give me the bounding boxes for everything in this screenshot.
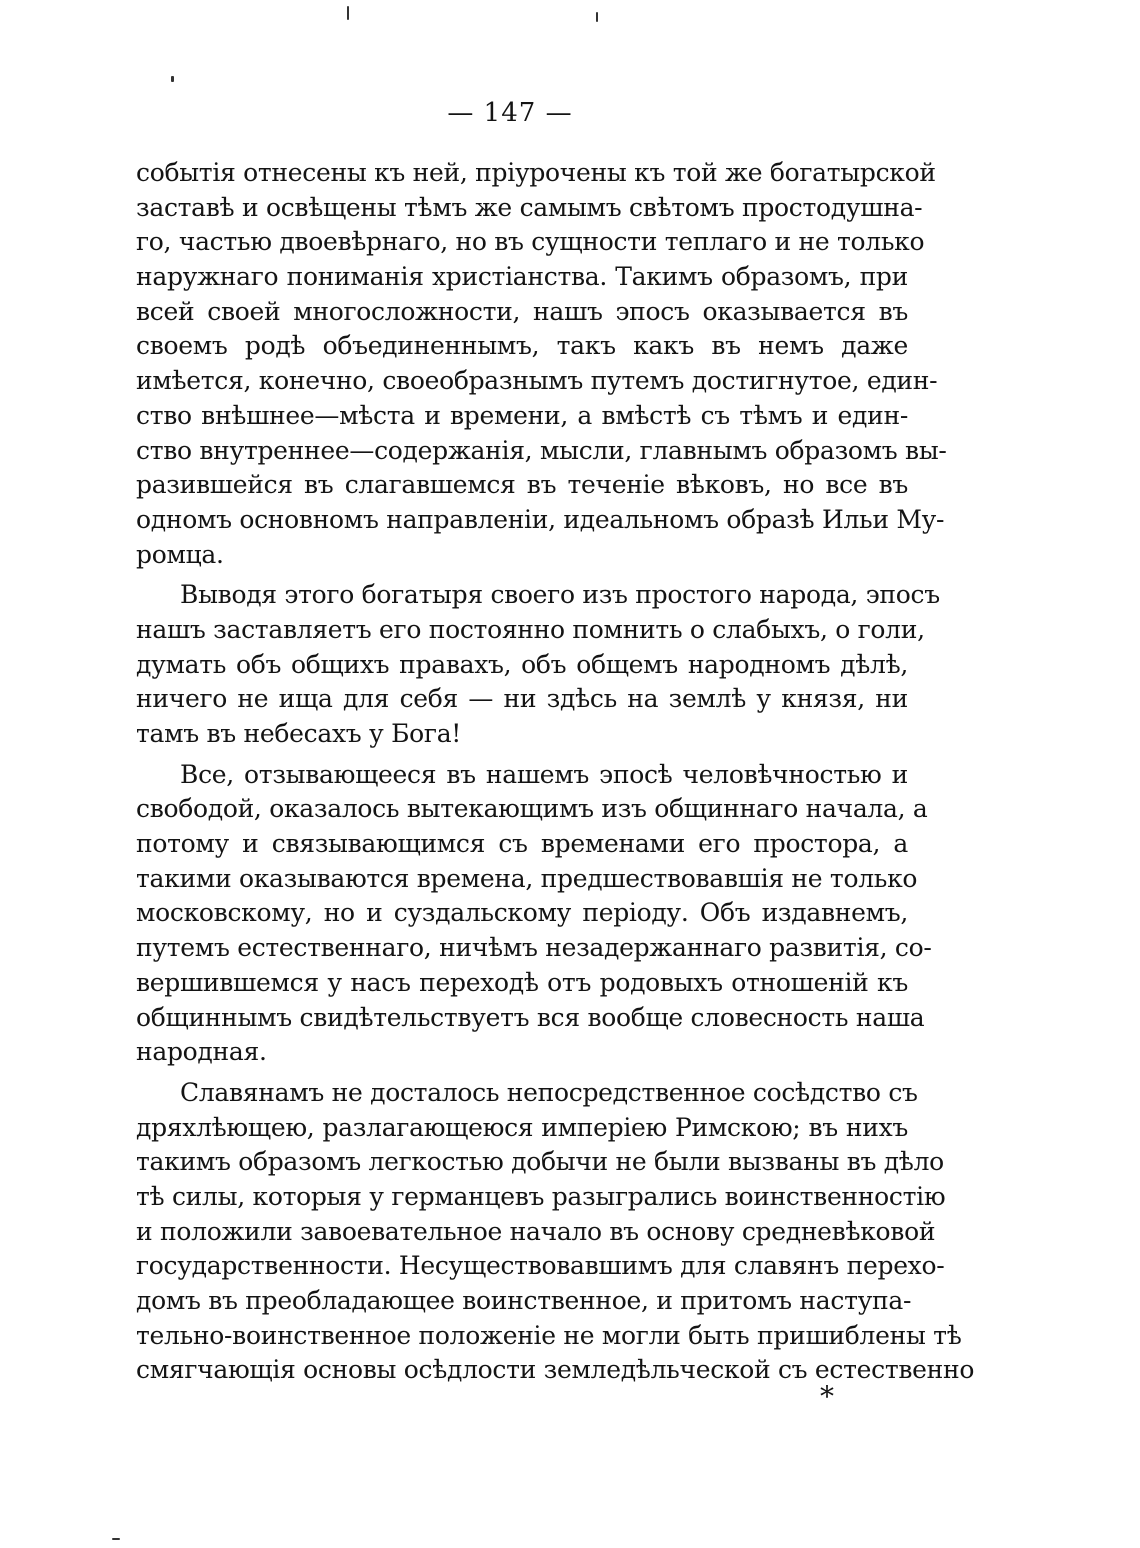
text-line: имѣется, конечно, своеобразнымъ путемъ достигнутое, един- (136, 366, 938, 396)
paragraph (136, 758, 932, 1070)
scan-speck (171, 76, 174, 82)
paragraph (136, 578, 940, 751)
scan-speck (112, 1538, 120, 1540)
text-line: го, частью двоевѣрнаго, но въ сущности теплаго и не только (136, 227, 925, 257)
text-line: московскому, но и суздальскому періоду. Объ издавнемъ, (136, 898, 908, 928)
text-line: общиннымъ свидѣтельствуетъ вся вообще словесность наша (136, 1002, 925, 1032)
text-line: Славянамъ не досталось непосредственное сосѣдство съ (180, 1077, 918, 1107)
text-line: думать объ общихъ правахъ, объ общемъ народномъ дѣлѣ, (136, 649, 908, 679)
text-line: всей своей многосложности, нашъ эпосъ оказывается въ (136, 296, 908, 326)
text-line: и положили завоевательное начало въ основу средневѣковой (136, 1216, 936, 1246)
scan-speck (596, 12, 598, 22)
page-number: — 147 — (447, 98, 573, 128)
text-line: нашъ заставляетъ его постоянно помнить о слабыхъ, о голи, (136, 614, 925, 644)
text-line: домъ въ преобладающее воинственное, и притомъ наступа- (136, 1286, 912, 1315)
text-line: одномъ основномъ направленіи, идеальномъ образѣ Ильи Му- (136, 504, 945, 534)
text-line: тѣ силы, которыя у германцевъ разыгрались воинственностію (136, 1181, 946, 1211)
text-line: дряхлѣющею, разлагающеюся имперіею Римскою; въ нихъ (136, 1112, 908, 1142)
text-line: Все, отзывающееся въ нашемъ эпосѣ человѣчностью и (180, 759, 908, 789)
text-line: своемъ родѣ объединеннымъ, такъ какъ въ немъ даже (136, 331, 908, 361)
text-line: событія отнесены къ ней, пріурочены къ той же богатырской (136, 158, 936, 187)
text-line: такимъ образомъ легкостью добычи не были вызваны въ дѣло (136, 1147, 944, 1177)
text-line: ромца. (136, 539, 224, 569)
text-line: смягчающія основы осѣдлости земледѣльческой съ естественно (136, 1355, 975, 1385)
text-line: заставѣ и освѣщены тѣмъ же самымъ свѣтомъ простодушна- (136, 192, 923, 222)
text-line: путемъ естественнаго, ничѣмъ незадержаннаго развитія, со- (136, 933, 932, 963)
text-line: государственности. Несуществовавшимъ для славянъ перехо- (136, 1251, 945, 1281)
body-text (136, 156, 975, 1388)
text-line: разившейся въ слагавшемся въ теченіе вѣковъ, но все въ (136, 470, 908, 500)
text-line: тамъ въ небесахъ у Бога! (136, 719, 462, 748)
text-line: потому и связывающимся съ временами его простора, а (136, 829, 908, 859)
signature-mark: * (820, 1380, 834, 1413)
text-line: наружнаго пониманія христіанства. Такимъ образомъ, при (136, 262, 908, 292)
text-line: народная. (136, 1037, 267, 1067)
text-line: вершившемся у насъ переходѣ отъ родовыхъ отношеній къ (136, 967, 908, 997)
paragraph (136, 156, 947, 572)
text-line: тельно-воинственное положеніе не могли быть пришиблены тѣ (136, 1320, 962, 1350)
text-line: ство внутреннее—содержанія, мысли, главнымъ образомъ вы- (136, 435, 947, 465)
text-line: свободой, оказалось вытекающимъ изъ общиннаго начала, а (136, 794, 928, 824)
text-line: такими оказываются времена, предшествовавшія не только (136, 863, 918, 893)
scan-speck (347, 6, 349, 20)
paragraph (136, 1076, 975, 1388)
text-line: ство внѣшнее—мѣста и времени, а вмѣстѣ съ тѣмъ и един- (136, 400, 908, 430)
text-line: Выводя этого богатыря своего изъ простого народа, эпосъ (180, 580, 940, 610)
text-line: ничего не ища для себя — ни здѣсь на землѣ у князя, ни (136, 684, 908, 714)
